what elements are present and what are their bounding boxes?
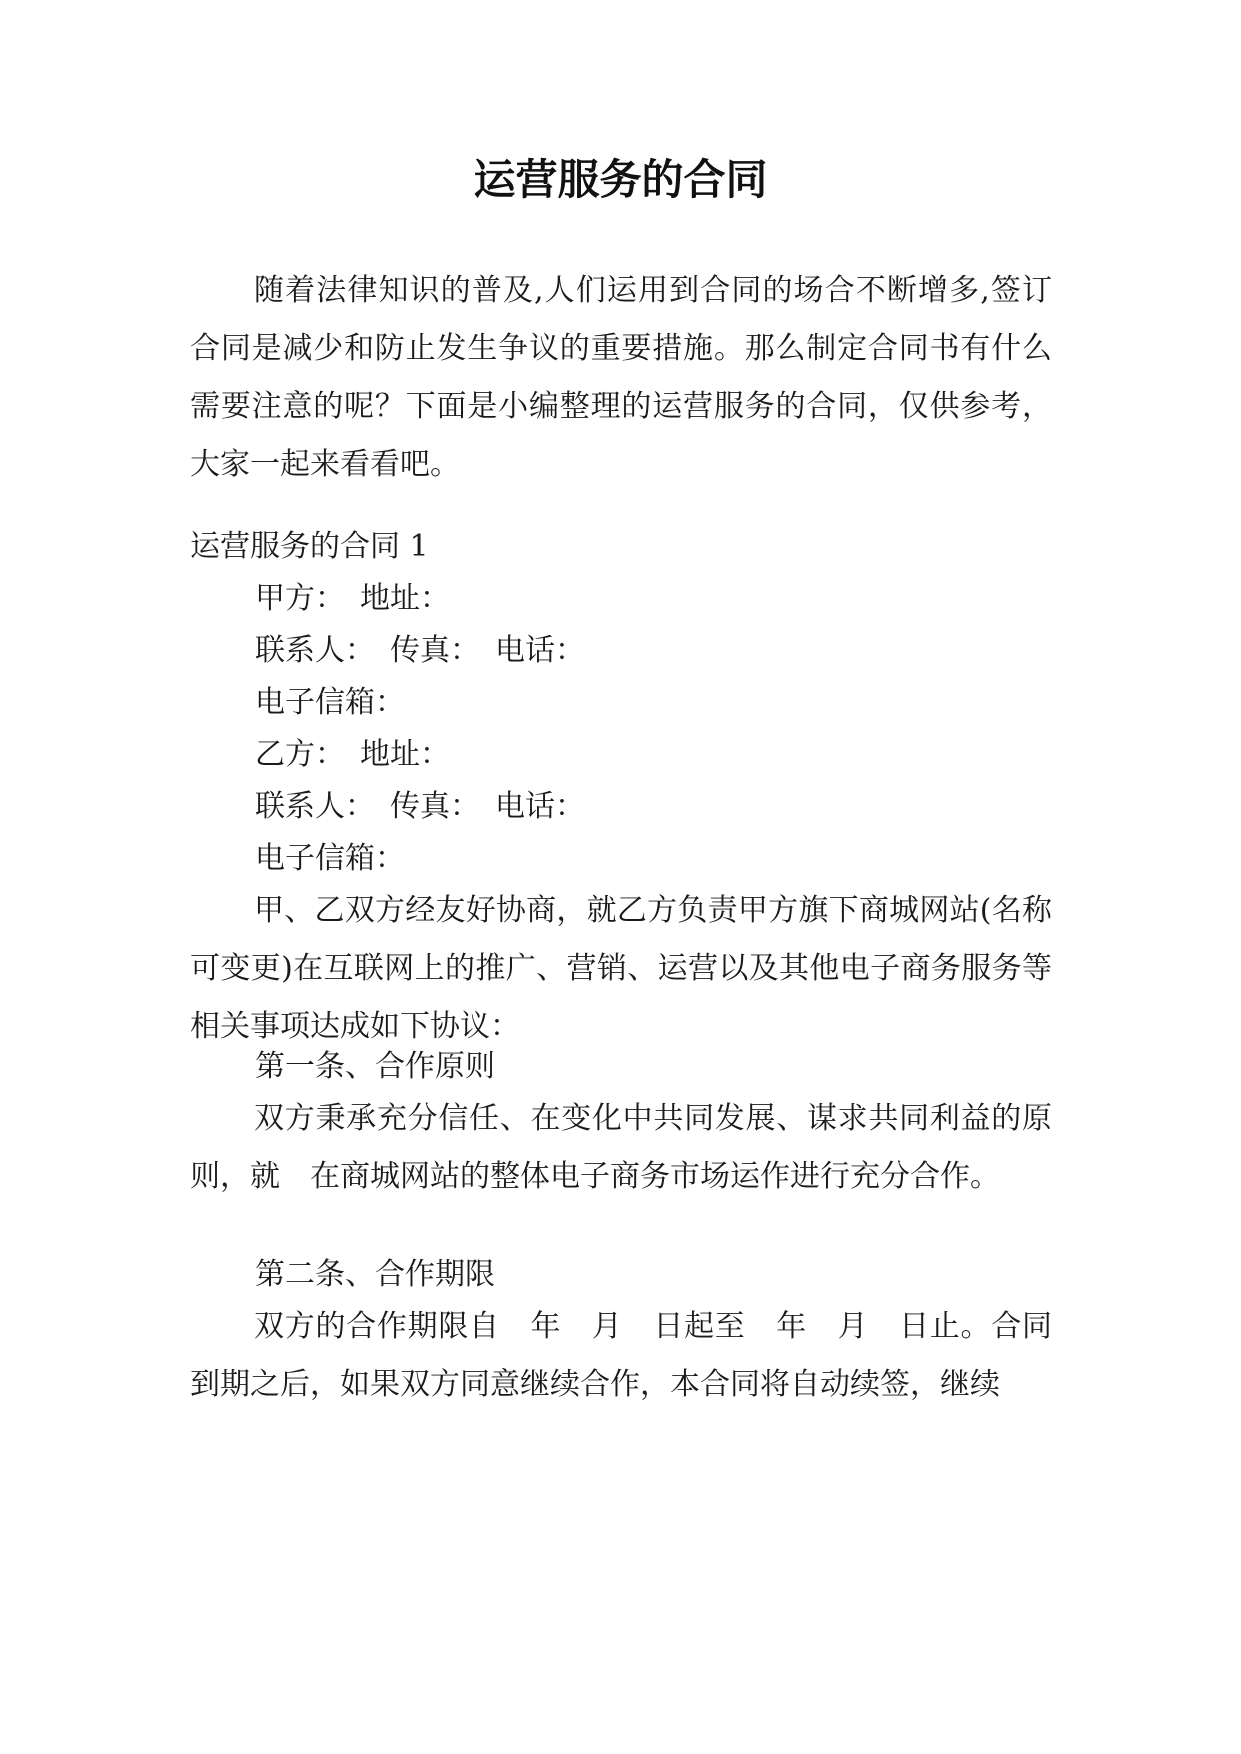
- article-2-heading: 第二条、合作期限: [255, 1257, 495, 1292]
- section-heading: 运营服务的合同 1: [190, 529, 429, 564]
- party-a-line: 甲方： 地址：: [255, 581, 450, 616]
- article-2-body: 双方的合作期限自 年 月 日起至 年 月 日止。合同到期之后，如果双方同意继续合作，本合同将自动续签，继续: [190, 1309, 1052, 1402]
- party-a-email-line: 电子信箱：: [255, 685, 405, 720]
- document-title: 运营服务的合同: [473, 155, 768, 204]
- party-b-contact-line: 联系人： 传真： 电话：: [255, 789, 585, 824]
- party-b-line: 乙方： 地址：: [255, 737, 450, 772]
- article-1-heading: 第一条、合作原则: [255, 1049, 495, 1084]
- party-a-contact-line: 联系人： 传真： 电话：: [255, 633, 585, 668]
- party-b-email-line: 电子信箱：: [255, 841, 405, 876]
- intro-paragraph: 随着法律知识的普及,人们运用到合同的场合不断增多,签订合同是减少和防止发生争议的重要措施。那么制定合同书有什么需要注意的呢？下面是小编整理的运营服务的合同，仅供参考，大家一起来看看吧。: [190, 273, 1052, 482]
- article-1-body: 双方秉承充分信任、在变化中共同发展、谋求共同利益的原则，就 在商城网站的整体电子商务市场运作进行充分合作。: [190, 1101, 1052, 1194]
- preamble-paragraph: 甲、乙双方经友好协商，就乙方负责甲方旗下商城网站(名称可变更)在互联网上的推广、营销、运营以及其他电子商务服务等相关事项达成如下协议：: [190, 893, 1052, 1044]
